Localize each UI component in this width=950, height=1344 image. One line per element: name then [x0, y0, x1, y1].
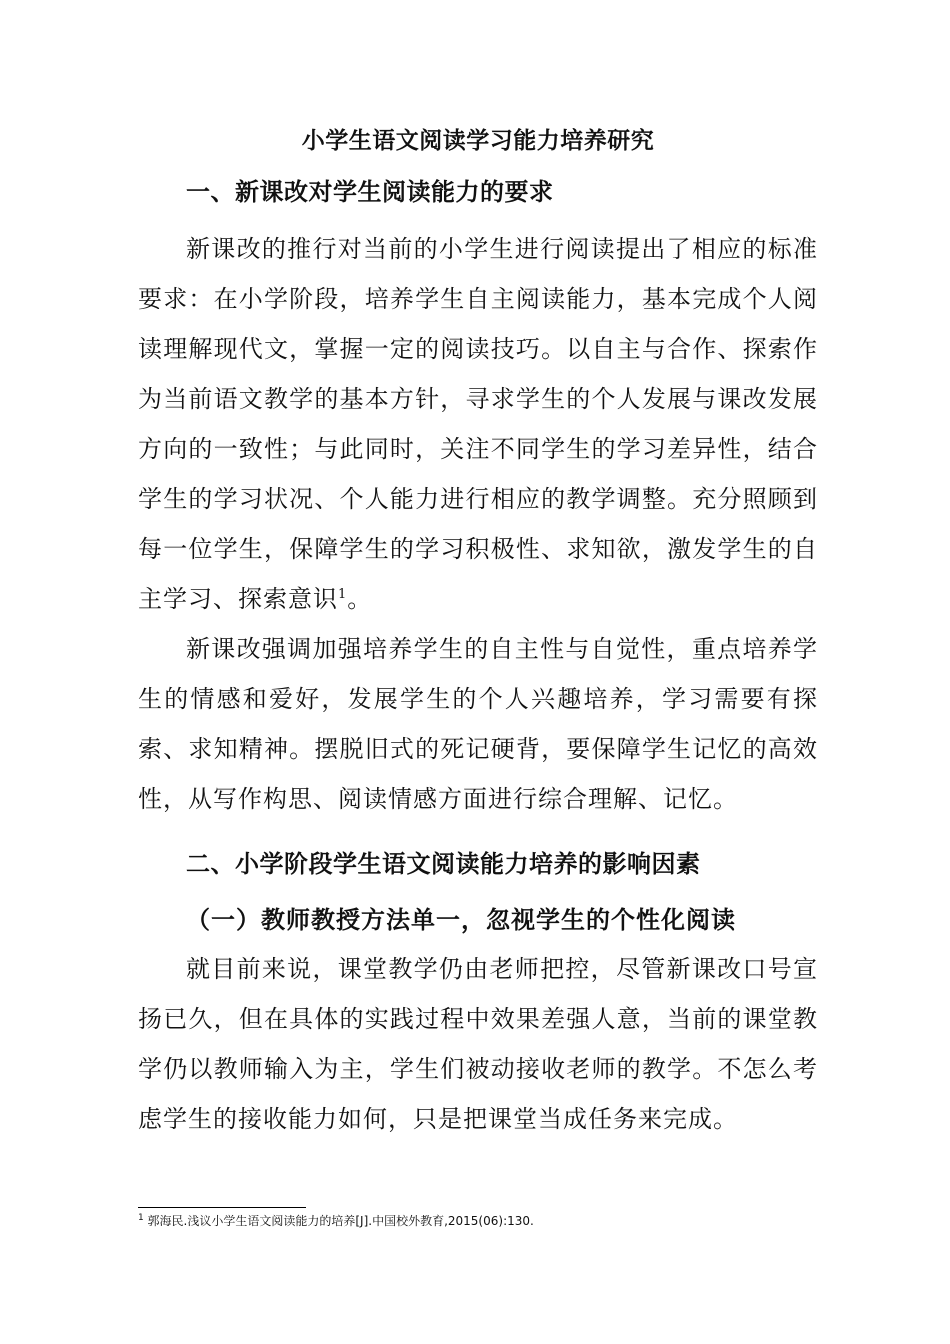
footnote-text: 郭海民.浅议小学生语文阅读能力的培养[J].中国校外教育,2015(06):130.: [143, 1214, 534, 1228]
section-1-paragraph-2: 新课改强调加强培养学生的自主性与自觉性，重点培养学生的情感和爱好，发展学生的个人兴趣培养，学习需要有探索、求知精神。摆脱旧式的死记硬背，要保障学生记忆的高效性，从写作构思、阅读情感方面进行综合理解、记忆。: [138, 635, 818, 813]
section-2-subheading: （一）教师教授方法单一，忽视学生的个性化阅读: [186, 905, 736, 934]
section-2-heading: 二、小学阶段学生语文阅读能力培养的影响因素: [186, 850, 701, 878]
paragraph-end: 。: [347, 585, 373, 613]
footnote-divider: [138, 1207, 306, 1208]
section-1-paragraph-1: [138, 224, 818, 624]
document-title: 小学生语文阅读学习能力培养研究: [301, 128, 655, 154]
section-2-paragraph-1: 就目前来说，课堂教学仍由老师把控，尽管新课改口号宣扬已久，但在具体的实践过程中效果差强人意，当前的课堂教学仍以教师输入为主，学生们被动接收老师的教学。不怎么考虑学生的接收能力如何，只是把课堂当成任务来完成。: [138, 955, 818, 1133]
section-gap: [138, 824, 818, 836]
footnote-reference[interactable]: 1: [338, 587, 348, 602]
document-page: [138, 118, 818, 1144]
paragraph-text: 新课改的推行对当前的小学生进行阅读提出了相应的标准要求：在小学阶段，培养学生自主阅读能力，基本完成个人阅读理解现代文，掌握一定的阅读技巧。以自主与合作、探索作为当前语文教学的基本方针，寻求学生的个人发展与课改发展方向的一致性；与此同时，关注不同学生的学习差异性，结合学生的学习状况、个人能力进行相应的教学调整。充分照顾到每一位学生，保障学生的学习积极性、求知欲，激发学生的自主学习、探索意识: [138, 235, 818, 613]
footnote-marker: 1: [138, 1213, 144, 1223]
footnote: [138, 1213, 534, 1229]
section-1-heading: 一、新课改对学生阅读能力的要求: [186, 178, 554, 206]
